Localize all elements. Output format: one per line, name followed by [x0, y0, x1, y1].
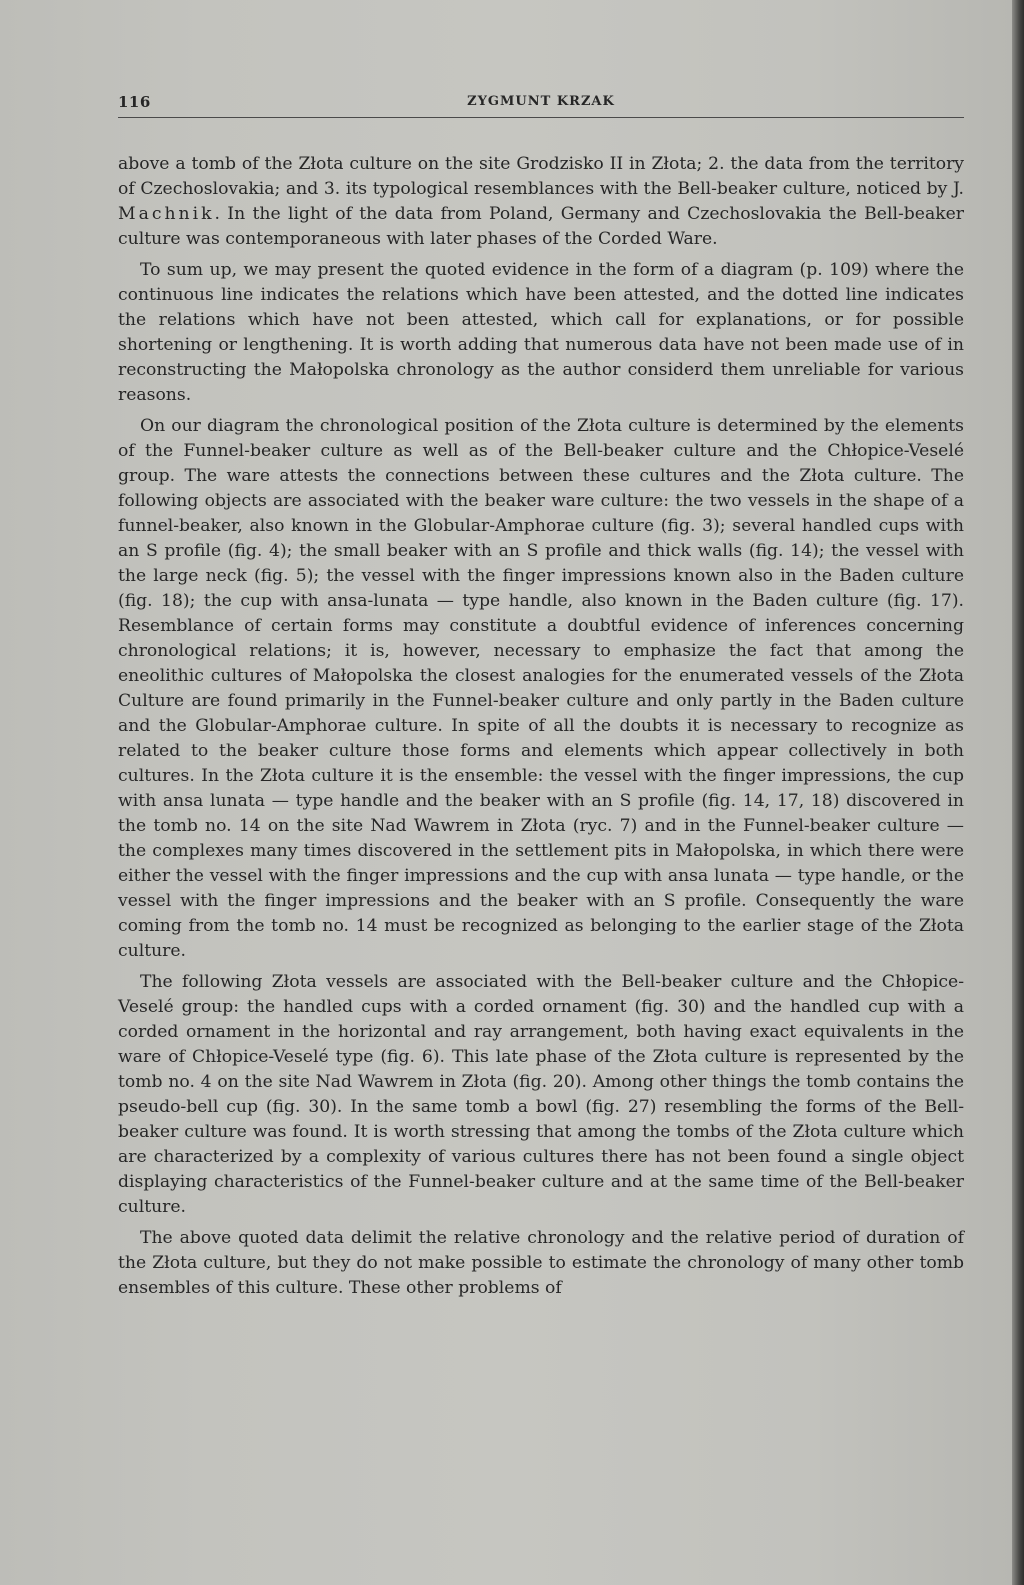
- running-head: [118, 93, 964, 118]
- page-number: 116: [118, 93, 151, 111]
- body-text: [118, 152, 964, 1307]
- paragraph-diagram: On our diagram the chronological position of the Złota culture is determined by the elements of the Funnel-beaker culture as well as of the Bell-beaker culture and the Chłopice-Veselé group. The ware attests the connections between these cultures and the Złota culture. The following objects are associated with the beaker ware culture: the two vessels in the shape of a funnel-beaker, also known in the Globular-Amphorae culture (fig. 3); several handled cups with an S profile (fig. 4); the small beaker with an S profile and thick walls (fig. 14); the vessel with the large neck (fig. 5); the vessel with the finger impressions known also in the Baden culture (fig. 18); the cup with ansa-lunata — type handle, also known in the Baden culture (fig. 17). Resemblance of certain forms may constitute a doubtful evidence of inferences concerning chronological relations; it is, however, necessary to emphasize the fact that among the eneolithic cultures of Małopolska the closest analogies for the enumerated vessels of the Złota Culture are found primarily in the Funnel-beaker culture and only partly in the Baden culture and the Globular-Amphorae culture. In spite of all the doubts it is necessary to recognize as related to the beaker culture those forms and elements which appear collectively in both cultures. In the Złota culture it is the ensemble: the vessel with the finger impressions, the cup with ansa lunata — type handle and the beaker with an S profile (fig. 14, 17, 18) discovered in the tomb no. 14 on the site Nad Wawrem in Złota (ryc. 7) and in the Funnel-beaker culture — the complexes many times discovered in the settlement pits in Małopolska, in which there were either the vessel with the finger impressions and the cup with ansa lunata — type handle, or the vessel with the finger impressions and the beaker with an S profile. Consequently the ware coming from the tomb no. 14 must be recognized as belonging to the earlier stage of the Złota culture.: [118, 416, 964, 961]
- paragraph-summary: To sum up, we may present the quoted evidence in the form of a diagram (p. 109) where the continuous line indicates the relations which have been attested, and the dotted line indicates the relations which have not been attested, which call for explanations, or for possible shortening or lengthening. It is worth adding that numerous data have not been made use of in reconstructing the Małopolska chronology as the author considerd them unreliable for various reasons.: [118, 260, 964, 405]
- paragraph-text: above a tomb of the Złota culture on the site Grodzisko II in Złota; 2. the data from the territory of Czechoslovakia; and 3. its typological resemblances with the Bell-beaker culture, noticed by J.: [118, 154, 964, 199]
- binding-shadow: [1012, 0, 1024, 1585]
- running-title: ZYGMUNT KRZAK: [467, 94, 615, 109]
- author-name-spaced: Machnik: [118, 204, 215, 224]
- paragraph-text: . In the light of the data from Poland, Germany and Czechoslovakia the Bell-beaker culture was contemporaneous with later phases of the Corded Ware.: [118, 204, 964, 249]
- paragraph-conclusion: The above quoted data delimit the relative chronology and the relative period of duration of the Złota culture, but they do not make possible to estimate the chronology of many other tomb ensembles of this culture. These other problems of: [118, 1228, 964, 1298]
- paragraph-continuation: [118, 152, 964, 252]
- paragraph-bell-beaker: The following Złota vessels are associated with the Bell-beaker culture and the Chłopice-Veselé group: the handled cups with a corded ornament (fig. 30) and the handled cup with a corded ornament in the horizontal and ray arrangement, both having exact equivalents in the ware of Chłopice-Veselé type (fig. 6). This late phase of the Złota culture is represented by the tomb no. 4 on the site Nad Wawrem in Złota (fig. 20). Among other things the tomb contains the pseudo-bell cup (fig. 30). In the same tomb a bowl (fig. 27) resembling the forms of the Bell-beaker culture was found. It is worth stressing that among the tombs of the Złota culture which are characterized by a complexity of various cultures there has not been found a single object displaying characteristics of the Funnel-beaker culture and at the same time of the Bell-beaker culture.: [118, 972, 964, 1217]
